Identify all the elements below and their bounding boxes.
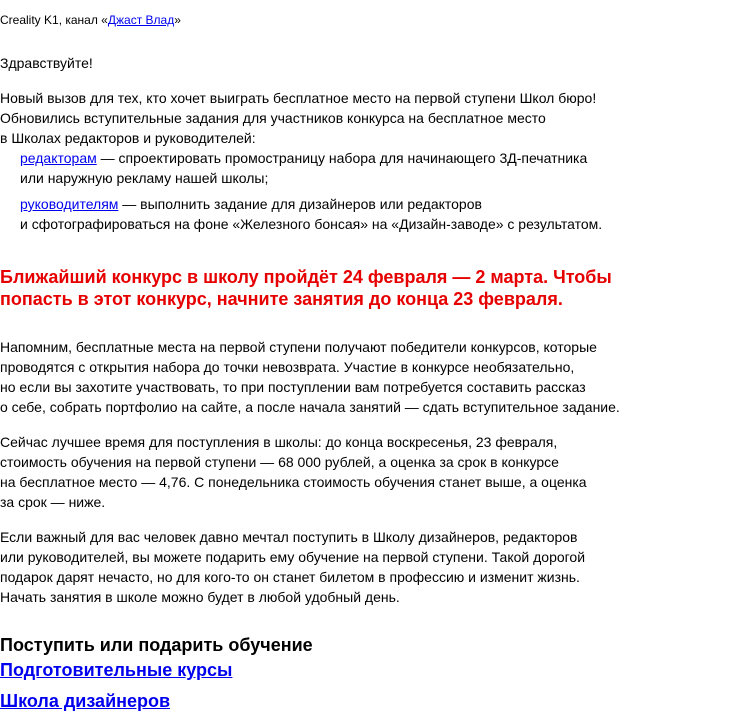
gift-line: Если важный для вас человек давно мечтал поступить в Школу дизайнеров, редакторов [0, 529, 578, 545]
intro-paragraph [0, 88, 596, 148]
designers-school-link[interactable]: Школа дизайнеров [0, 691, 171, 711]
announcement-line: попасть в этот конкурс, начните занятия до конца 23 февраля. [0, 289, 563, 309]
announcement-line: Ближайший конкурс в школу пройдёт 24 февраля — 2 марта. Чтобы [0, 267, 612, 287]
gift-line: или руководителей, вы можете подарить ему обучение на первой ступени. Такой дорогой [0, 549, 586, 565]
pricing-paragraph [0, 432, 587, 512]
enroll-heading: Поступить или подарить обучение [0, 635, 313, 655]
reminder-line: Напомним, бесплатные места на первой ступени получают победители конкурсов, которые [0, 339, 597, 355]
pricing-line: на бесплатное место — 4,76. С понедельника стоимость обучения станет выше, а оценка [0, 474, 587, 490]
gift-line: Начать занятия в школе можно будет в любой удобный день. [0, 589, 400, 605]
greeting-text: Здравствуйте! [0, 55, 93, 71]
pricing-line: стоимость обучения на первой ступени — 68 000 рублей, а оценка за срок в конкурсе [0, 454, 559, 470]
header-prefix: Creality K1, канал « [0, 13, 108, 27]
intro-line: Новый вызов для тех, кто хочет выиграть бесплатное место на первой ступени Школ бюро! [0, 90, 597, 106]
intro-line: в Школах редакторов и руководителей: [0, 130, 256, 146]
managers-link[interactable]: руководителям [20, 196, 119, 212]
header-line [0, 12, 181, 28]
gift-line: подарок дарят нечасто, но для кого-то он станет билетом в профессию и изменит жизнь. [0, 569, 580, 585]
pricing-line: Сейчас лучшее время для поступления в школы: до конца воскресенья, 23 февраля, [0, 434, 558, 450]
task-text: — спроектировать промостраницу набора для начинающего 3Д-печатника [96, 150, 588, 166]
contest-announcement [0, 266, 612, 310]
intro-line: Обновились вступительные задания для участников конкурса на бесплатное место [0, 110, 546, 126]
reminder-line: о себе, собрать портфолио на сайте, а после начала занятий — сдать вступительное задание. [0, 399, 620, 415]
editors-link[interactable]: редакторам [20, 150, 97, 166]
task-item-editors [20, 148, 587, 188]
greeting [0, 53, 93, 73]
reminder-paragraph [0, 337, 620, 417]
header-suffix: » [174, 13, 181, 27]
task-item-managers [20, 194, 602, 234]
channel-link[interactable]: Джаст Влад [107, 13, 175, 27]
task-text: и сфотографироваться на фоне «Железного бонсая» на «Дизайн-заводе» с результатом. [20, 216, 603, 232]
task-text: или наружную рекламу нашей школы; [20, 170, 269, 186]
task-text: — выполнить задание для дизайнеров или редакторов [118, 196, 482, 212]
prep-courses-link[interactable]: Подготовительные курсы [0, 660, 233, 680]
reminder-line: но если вы захотите участвовать, то при поступлении вам потребуется составить рассказ [0, 379, 586, 395]
pricing-line: за срок — ниже. [0, 494, 106, 510]
gift-paragraph [0, 527, 585, 607]
reminder-line: проводятся с открытия набора до точки невозврата. Участие в конкурсе необязательно, [0, 359, 575, 375]
